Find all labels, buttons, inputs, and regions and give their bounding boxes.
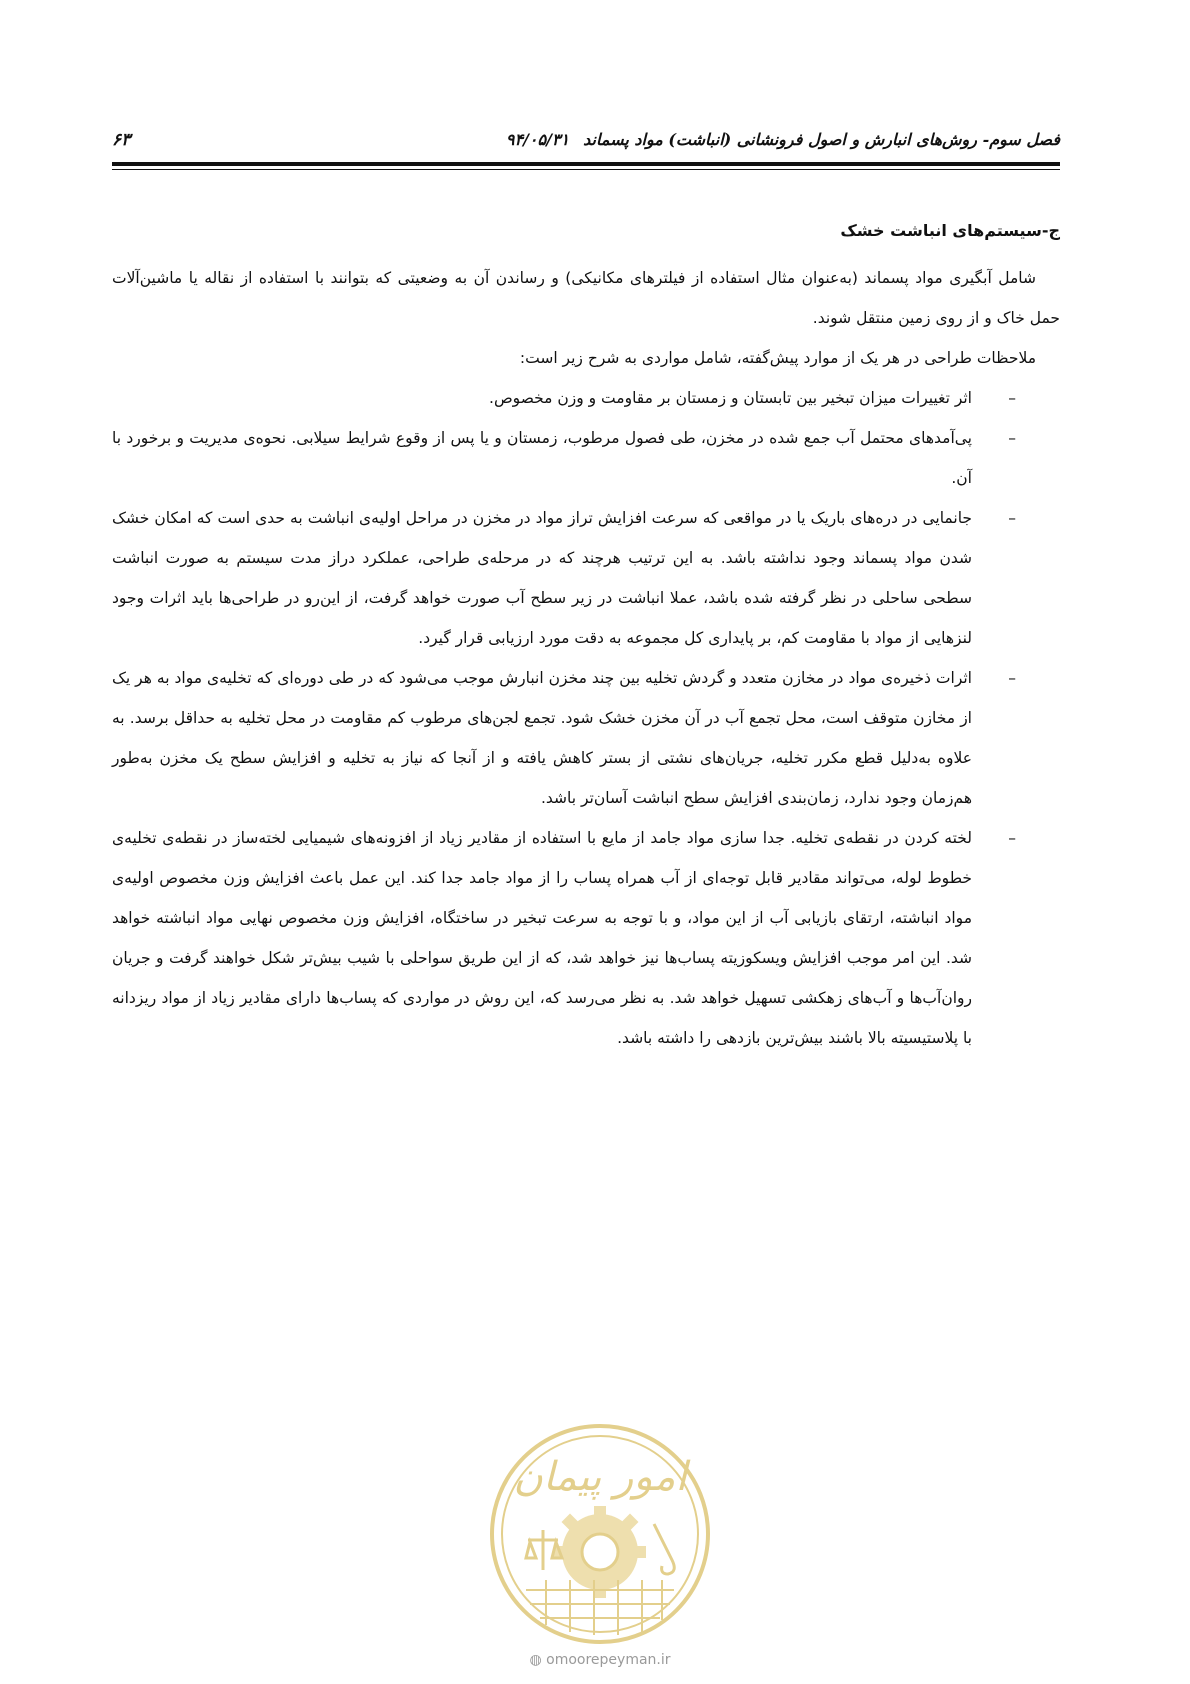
list-item <box>112 418 1060 498</box>
header-rule-thick <box>112 162 1060 166</box>
list-item-text: جانمایی در دره‌های باریک یا در مواقعی که سرعت افزایش تراز مواد در مخزن در مراحل اولیه‌ی انباشت به حدی است که امکان خشک شدن مواد پسماند وجود نداشته باشد. به این ترتیب هرچند که در مرحله‌ی طراحی، عملکرد دراز مدت سیستم به صورت انباشت سطحی ساحلی در نظر گرفته شده باشد، عملا انباشت در زیر سطح آب صورت خواهد گرفت، از این‌رو در طراحی‌ها باید اثرات وجود لنزهایی از مواد با مقاومت کم، بر پایداری کل مجموعه به دقت مورد ارزیابی قرار گیرد. <box>112 509 972 647</box>
list-item <box>112 378 1060 418</box>
list-item-text: اثر تغییرات میزان تبخیر بین تابستان و زمستان بر مقاومت و وزن مخصوص. <box>489 389 972 407</box>
considerations-list <box>112 378 1060 1058</box>
crane-hook-icon <box>654 1524 674 1574</box>
chapter-title <box>506 126 1060 154</box>
list-item-text: اثرات ذخیره‌ی مواد در مخازن متعدد و گردش تخلیه بین چند مخزن انبارش موجب می‌شود که در طی دوره‌ای که تخلیه‌ی مواد به هر یک از مخازن متوقف است، محل تجمع آب در آن مخزن خشک شود. تجمع لجن‌های مرطوب کم مقاومت در محل تخلیه به حداقل برسد. به علاوه به‌دلیل قطع مکرر تخلیه، جریان‌های نشتی از بستر کاهش یافته و از آنجا که نیاز به تخلیه و افزایش سطح یک مخزن به‌طور هم‌زمان وجود ندارد، زمان‌بندی افزایش سطح انباشت آسان‌تر باشد. <box>112 669 972 807</box>
watermark-text: omoorepeyman.ir <box>546 1652 671 1668</box>
list-item-text: پی‌آمدهای محتمل آب جمع شده در مخزن، طی فصول مرطوب، زمستان و یا پس از وقوع شرایط سیلابی. نحوه‌ی مدیریت و برخورد با آن. <box>112 429 972 487</box>
list-item <box>112 498 1060 658</box>
body-content <box>112 218 1060 1058</box>
intro-paragraph: شامل آبگیری مواد پسماند (به‌عنوان مثال استفاده از فیلترهای مکانیکی) و رساندن آن به وضعیتی که بتوانند با استفاده از نقاله یا ماشین‌آلات حمل خاک و از روی زمین منتقل شوند. <box>112 269 1060 327</box>
globe-icon: ◍ <box>529 1652 542 1668</box>
list-dash: – <box>1008 429 1016 447</box>
gear-hub <box>582 1534 618 1570</box>
considerations-intro: ملاحظات طراحی در هر یک از موارد پیش‌گفته، شامل مواردی به شرح زیر است: <box>519 349 1036 367</box>
list-item <box>112 818 1060 1058</box>
website-watermark <box>490 1652 710 1668</box>
list-item-text: لخته کردن در نقطه‌ی تخلیه. جدا سازی مواد جامد از مایع با استفاده از مقادیر زیاد از افزونه‌های شیمیایی لخته‌ساز در نقطه‌ی تخلیه‌ی خطوط لوله، می‌تواند مقادیر قابل توجه‌ای از آب همراه پساب را از مواد جامد جدا کند. این عمل باعث افزایش وزن مخصوص اولیه‌ی مواد انباشته، ارتقای بازیابی آب از این مواد، و با توجه به سرعت تبخیر در ساختگاه، افزایش وزن مخصوص نهایی مواد انباشته خواهد شد. این امر موجب افزایش ویسکوزیته پساب‌ها نیز خواهد شد، که از این طریق سواحلی با شیب بیش‌تر شکل خواهند گرفت و جریان روان‌آب‌ها و آب‌های زهکشی تسهیل خواهد شد. به نظر می‌رسد که، این روش در مواردی که پساب‌ها دارای مقادیر زیاد از مواد ریزدانه با پلاستیسیته بالا باشند بیش‌ترین بازدهی را داشته باشد. <box>112 829 972 1047</box>
list-dash: – <box>1008 509 1016 527</box>
running-header <box>112 126 1060 154</box>
list-dash: – <box>1008 829 1016 847</box>
chapter-title-text: فصل سوم- روش‌های انبارش و اصول فرونشانی (انباشت) مواد پسماند <box>583 130 1060 149</box>
list-item <box>112 658 1060 818</box>
page-number: ۶۳ <box>112 130 131 150</box>
header-rule-thin <box>112 169 1060 170</box>
section-heading: ج-سیستم‌های انباشت خشک <box>840 221 1060 240</box>
header-date: ۹۴/۰۵/۳۱ <box>505 130 570 149</box>
seal-lettering: امور پیمان <box>513 1454 687 1500</box>
list-dash: – <box>1008 669 1016 687</box>
seal-logo <box>486 1420 714 1648</box>
list-dash: – <box>1008 389 1016 407</box>
